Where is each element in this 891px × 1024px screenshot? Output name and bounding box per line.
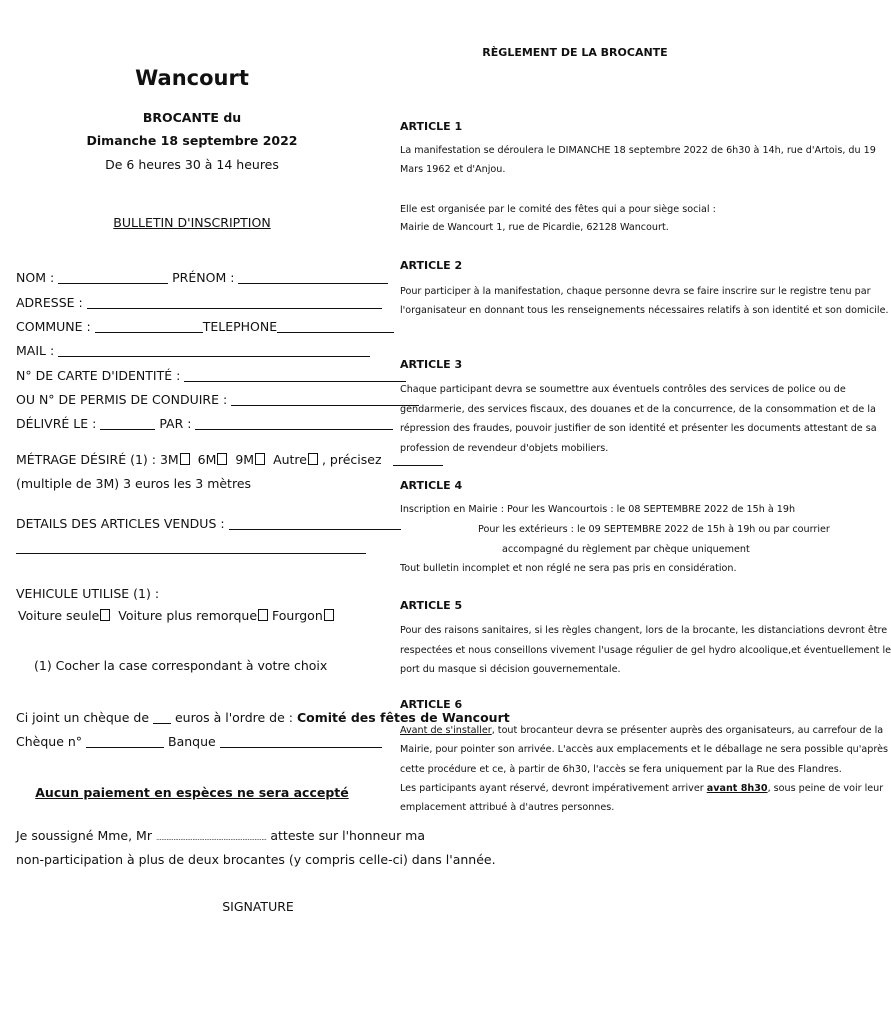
delivre-field[interactable] [100,417,155,430]
event-date: Dimanche 18 septembre 2022 [86,133,298,148]
article-1-line: Mairie de Wancourt 1, rue de Picardie, 62128 Wancourt. [400,222,669,233]
voiture-remorque-label: Voiture plus remorque [118,608,258,623]
details-row-2 [16,540,366,555]
cheque-row [16,710,510,725]
checkbox-9m[interactable] [255,453,265,465]
mail-row [16,343,370,358]
cheque-mid: euros à l'ordre de : [174,710,293,725]
commune-label: COMMUNE : [16,319,91,334]
checkbox-6m[interactable] [217,453,227,465]
precisez-field[interactable] [393,453,443,466]
form-title: BULLETIN D'INSCRIPTION [113,215,271,230]
telephone-label: TELEPHONE [202,319,278,334]
attestation-start: Je soussigné Mme, Mr [16,828,152,843]
attestation-line-2: non-participation à plus de deux brocantes (y compris celle-ci) dans l'année. [16,852,496,867]
attestation-end: atteste sur l'honneur ma [270,828,426,843]
adresse-row [16,295,382,310]
details-row [16,516,401,531]
article-3-heading: ARTICLE 3 [400,358,463,371]
delivre-label: DÉLIVRÉ LE : [16,416,97,431]
article-6-line4-end: , sous peine de voir leur [767,783,884,794]
details-field[interactable] [229,517,401,530]
delivre-row [16,416,393,431]
article-4-line: Tout bulletin incomplet et non réglé ne sera pas pris en considération. [400,563,737,574]
footnote: (1) Cocher la case correspondant à votre choix [34,658,328,673]
metrage-6m-label: 6M [197,452,217,467]
vehicule-row [18,608,334,623]
cheque-no-field[interactable] [86,735,164,748]
par-label: PAR : [159,416,192,431]
article-4-line: Pour les extérieurs : le 09 SEPTEMBRE 2022 de 15h à 19h ou par courrier [478,524,830,535]
vehicule-label: VEHICULE UTILISE (1) : [16,586,160,601]
article-5-line: respectées et nous conseillons vivement l'usage régulier de gel hydro alcoolique,et éventuellement le [400,645,891,656]
signature-label: SIGNATURE [222,899,294,914]
event-line: BROCANTE du [142,110,242,125]
metrage-label: MÉTRAGE DÉSIRÉ (1) : 3M [16,452,179,467]
article-2-line: l'organisateur en donnant tous les renseignements nécessaires relatifs à son identité et son domicile. [400,305,889,316]
checkbox-autre[interactable] [308,453,318,465]
article-2-heading: ARTICLE 2 [400,259,463,272]
article-3-line: répression des fraudes, pouvoir justifier de son identité et présenter les documents attestant de sa [400,423,877,434]
precisez-label: , précisez [321,452,382,467]
cheque-beneficiary: Comité des fêtes de Wancourt [296,710,510,725]
nom-label: NOM : [16,270,55,285]
permis-row [16,392,419,407]
details-label: DETAILS DES ARTICLES VENDUS : [16,516,225,531]
permis-label: OU N° DE PERMIS DE CONDUIRE : [16,392,228,407]
article-5-line: Pour des raisons sanitaires, si les règles changent, lors de la brocante, les distanciations devront être [400,625,888,636]
article-1-line: Elle est organisée par le comité des fêtes qui a pour siège social : [400,204,716,215]
banque-field[interactable] [220,735,382,748]
rules-title: RÈGLEMENT DE LA BROCANTE [482,46,668,59]
article-6-line: Mairie, pour pointer son arrivée. L'accès aux emplacements et le déballage ne sera possible qu'après [400,744,889,755]
article-4-line: accompagné du règlement par chèque uniquement [502,544,750,555]
banque-label: Banque [168,734,216,749]
article-5-line: port du masque si décision gouvernementale. [400,664,621,675]
article-6-line [400,725,883,736]
details-field-2[interactable] [16,541,366,554]
mail-label: MAIL : [16,343,55,358]
article-6-underlined: Avant de s'installer [400,725,492,736]
nom-row [16,270,388,285]
prenom-field[interactable] [238,271,388,284]
no-cash-notice: Aucun paiement en espèces ne sera accepté [35,785,349,800]
article-6-line: emplacement attribué à d'autres personnes. [400,802,615,813]
voiture-seule-label: Voiture seule [18,608,100,623]
metrage-note: (multiple de 3M) 3 euros les 3 mètres [16,476,252,491]
adresse-field[interactable] [87,296,382,309]
mail-field[interactable] [58,344,370,357]
checkbox-voiture-remorque[interactable] [258,609,268,621]
permis-field[interactable] [231,393,419,406]
commune-field[interactable] [95,320,203,333]
town-title: Wancourt [135,66,249,90]
metrage-row [16,452,443,467]
id-card-row [16,368,406,383]
cheque-start: Ci joint un chèque de [16,710,150,725]
cheque-number-row [16,734,382,749]
attestation-dots[interactable]: ................................................................ [155,834,267,842]
article-1-line: Mars 1962 et d'Anjou. [400,164,506,175]
fourgon-label: Fourgon [272,608,323,623]
article-1-line: La manifestation se déroulera le DIMANCHE 18 septembre 2022 de 6h30 à 14h, rue d'Artois, du 19 [400,145,876,156]
adresse-label: ADRESSE : [16,295,83,310]
nom-field[interactable] [58,271,168,284]
article-2-line: Pour participer à la manifestation, chaque personne devra se faire inscrire sur le registre tenu par [400,286,871,297]
article-3-line: gendarmerie, des services fiscaux, des douanes et de la concurrence, de la consommation et de la [400,404,876,415]
article-6-heading: ARTICLE 6 [400,698,463,711]
id-card-label: N° DE CARTE D'IDENTITÉ : [16,368,181,383]
article-5-heading: ARTICLE 5 [400,599,463,612]
telephone-field[interactable] [277,320,394,333]
attestation-line-1 [16,828,425,843]
par-field[interactable] [195,417,393,430]
article-6-line1-rest: , tout brocanteur devra se présenter auprès des organisateurs, au carrefour de la [491,725,884,736]
article-4-line: Inscription en Mairie : Pour les Wancourtois : le 08 SEPTEMBRE 2022 de 15h à 19h [400,504,796,515]
article-3-line: Chaque participant devra se soumettre aux éventuels contrôles des services de police ou de [400,384,846,395]
metrage-9m-label: 9M [235,452,255,467]
checkbox-3m[interactable] [180,453,190,465]
article-3-line: profession de revendeur d'objets mobiliers. [400,443,609,454]
event-hours: De 6 heures 30 à 14 heures [105,157,279,172]
article-6-deadline: avant 8h30 [706,783,768,794]
article-6-line: cette procédure et ce, à partir de 6h30, l'accès se fera uniquement par la Rue des Flandres. [400,764,842,775]
cheque-amount-field[interactable] [153,711,171,724]
id-card-field[interactable] [184,369,406,382]
article-6-line4-start: Les participants ayant réservé, devront impérativement arriver [400,783,704,794]
checkbox-voiture-seule[interactable] [100,609,110,621]
article-1-heading: ARTICLE 1 [400,120,463,133]
metrage-autre-label: Autre [273,452,307,467]
article-6-line [400,783,883,794]
cheque-no-label: Chèque n° [16,734,83,749]
article-4-heading: ARTICLE 4 [400,479,463,492]
checkbox-fourgon[interactable] [324,609,334,621]
commune-row [16,319,394,334]
prenom-label: PRÉNOM : [172,270,235,285]
